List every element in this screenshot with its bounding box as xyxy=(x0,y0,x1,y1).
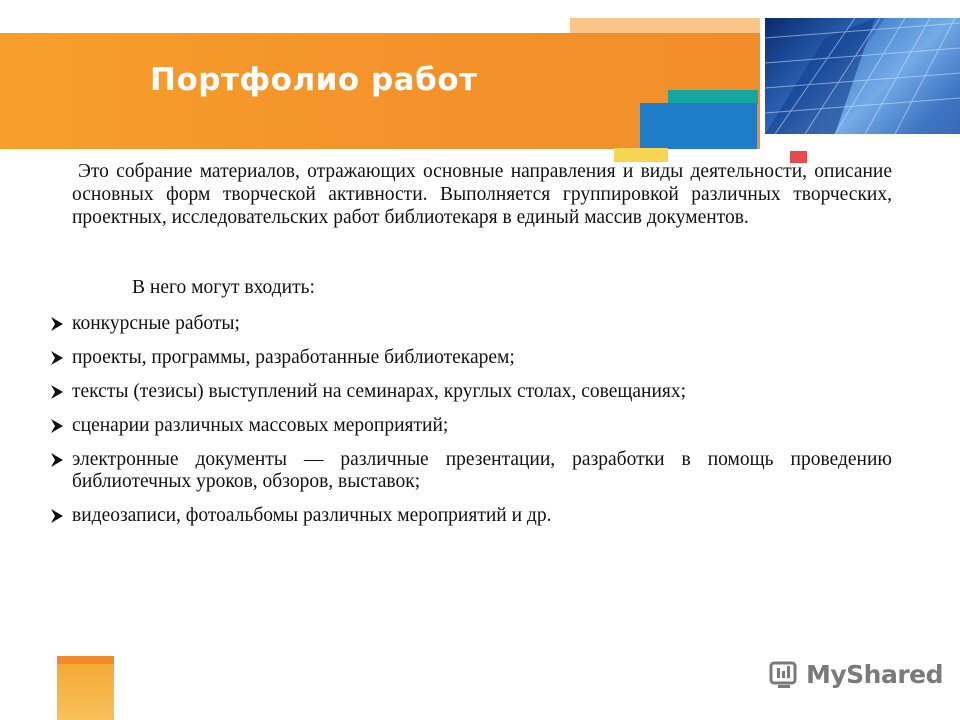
logo-text: MyShared xyxy=(806,659,944,689)
decor-blue-block xyxy=(640,103,757,149)
arrow-bullet-icon xyxy=(50,316,64,332)
list-item xyxy=(50,381,892,403)
list-item xyxy=(50,505,892,527)
content-list xyxy=(50,313,892,539)
arrow-bullet-icon xyxy=(50,384,64,400)
list-item-text: сценарии различных массовых мероприятий; xyxy=(72,415,449,436)
decor-white-block xyxy=(760,134,820,150)
list-item-text: видеозаписи, фотоальбомы различных мероприятий и др. xyxy=(72,505,552,526)
list-item xyxy=(50,313,892,335)
slide-title: Портфолио работ xyxy=(150,62,478,98)
list-item xyxy=(50,347,892,369)
arrow-bullet-icon xyxy=(50,508,64,524)
footer-accent-bar-top xyxy=(57,656,114,664)
myshared-logo-icon xyxy=(768,657,802,691)
intro-paragraph: Это собрание материалов, отражающих основные направления и виды деятельности, описание основных форм творческой активности. Выполняется группировкой различных творческих, проектных, исследовательских работ библиотекаря в единый массив документов. xyxy=(72,161,892,228)
list-item-text: электронные документы — различные презентации, разработки в помощь проведению библиотечных уроков, обзоров, выставок; xyxy=(72,449,892,492)
building-photo xyxy=(765,18,960,134)
arrow-bullet-icon xyxy=(50,350,64,366)
arrow-bullet-icon xyxy=(50,452,64,468)
decor-teal-block xyxy=(668,90,758,104)
list-item xyxy=(50,415,892,437)
list-item-text: конкурсные работы; xyxy=(72,313,240,334)
arrow-bullet-icon xyxy=(50,418,64,434)
decor-strip xyxy=(570,18,760,34)
myshared-logo[interactable] xyxy=(768,654,943,694)
list-item-text: проекты, программы, разработанные библиотекарем; xyxy=(72,347,515,368)
list-item-text: тексты (тезисы) выступлений на семинарах, круглых столах, совещаниях; xyxy=(72,381,687,402)
list-lead-text: В него могут входить: xyxy=(132,277,315,298)
footer-accent-bar xyxy=(57,656,114,720)
list-item xyxy=(50,449,892,493)
